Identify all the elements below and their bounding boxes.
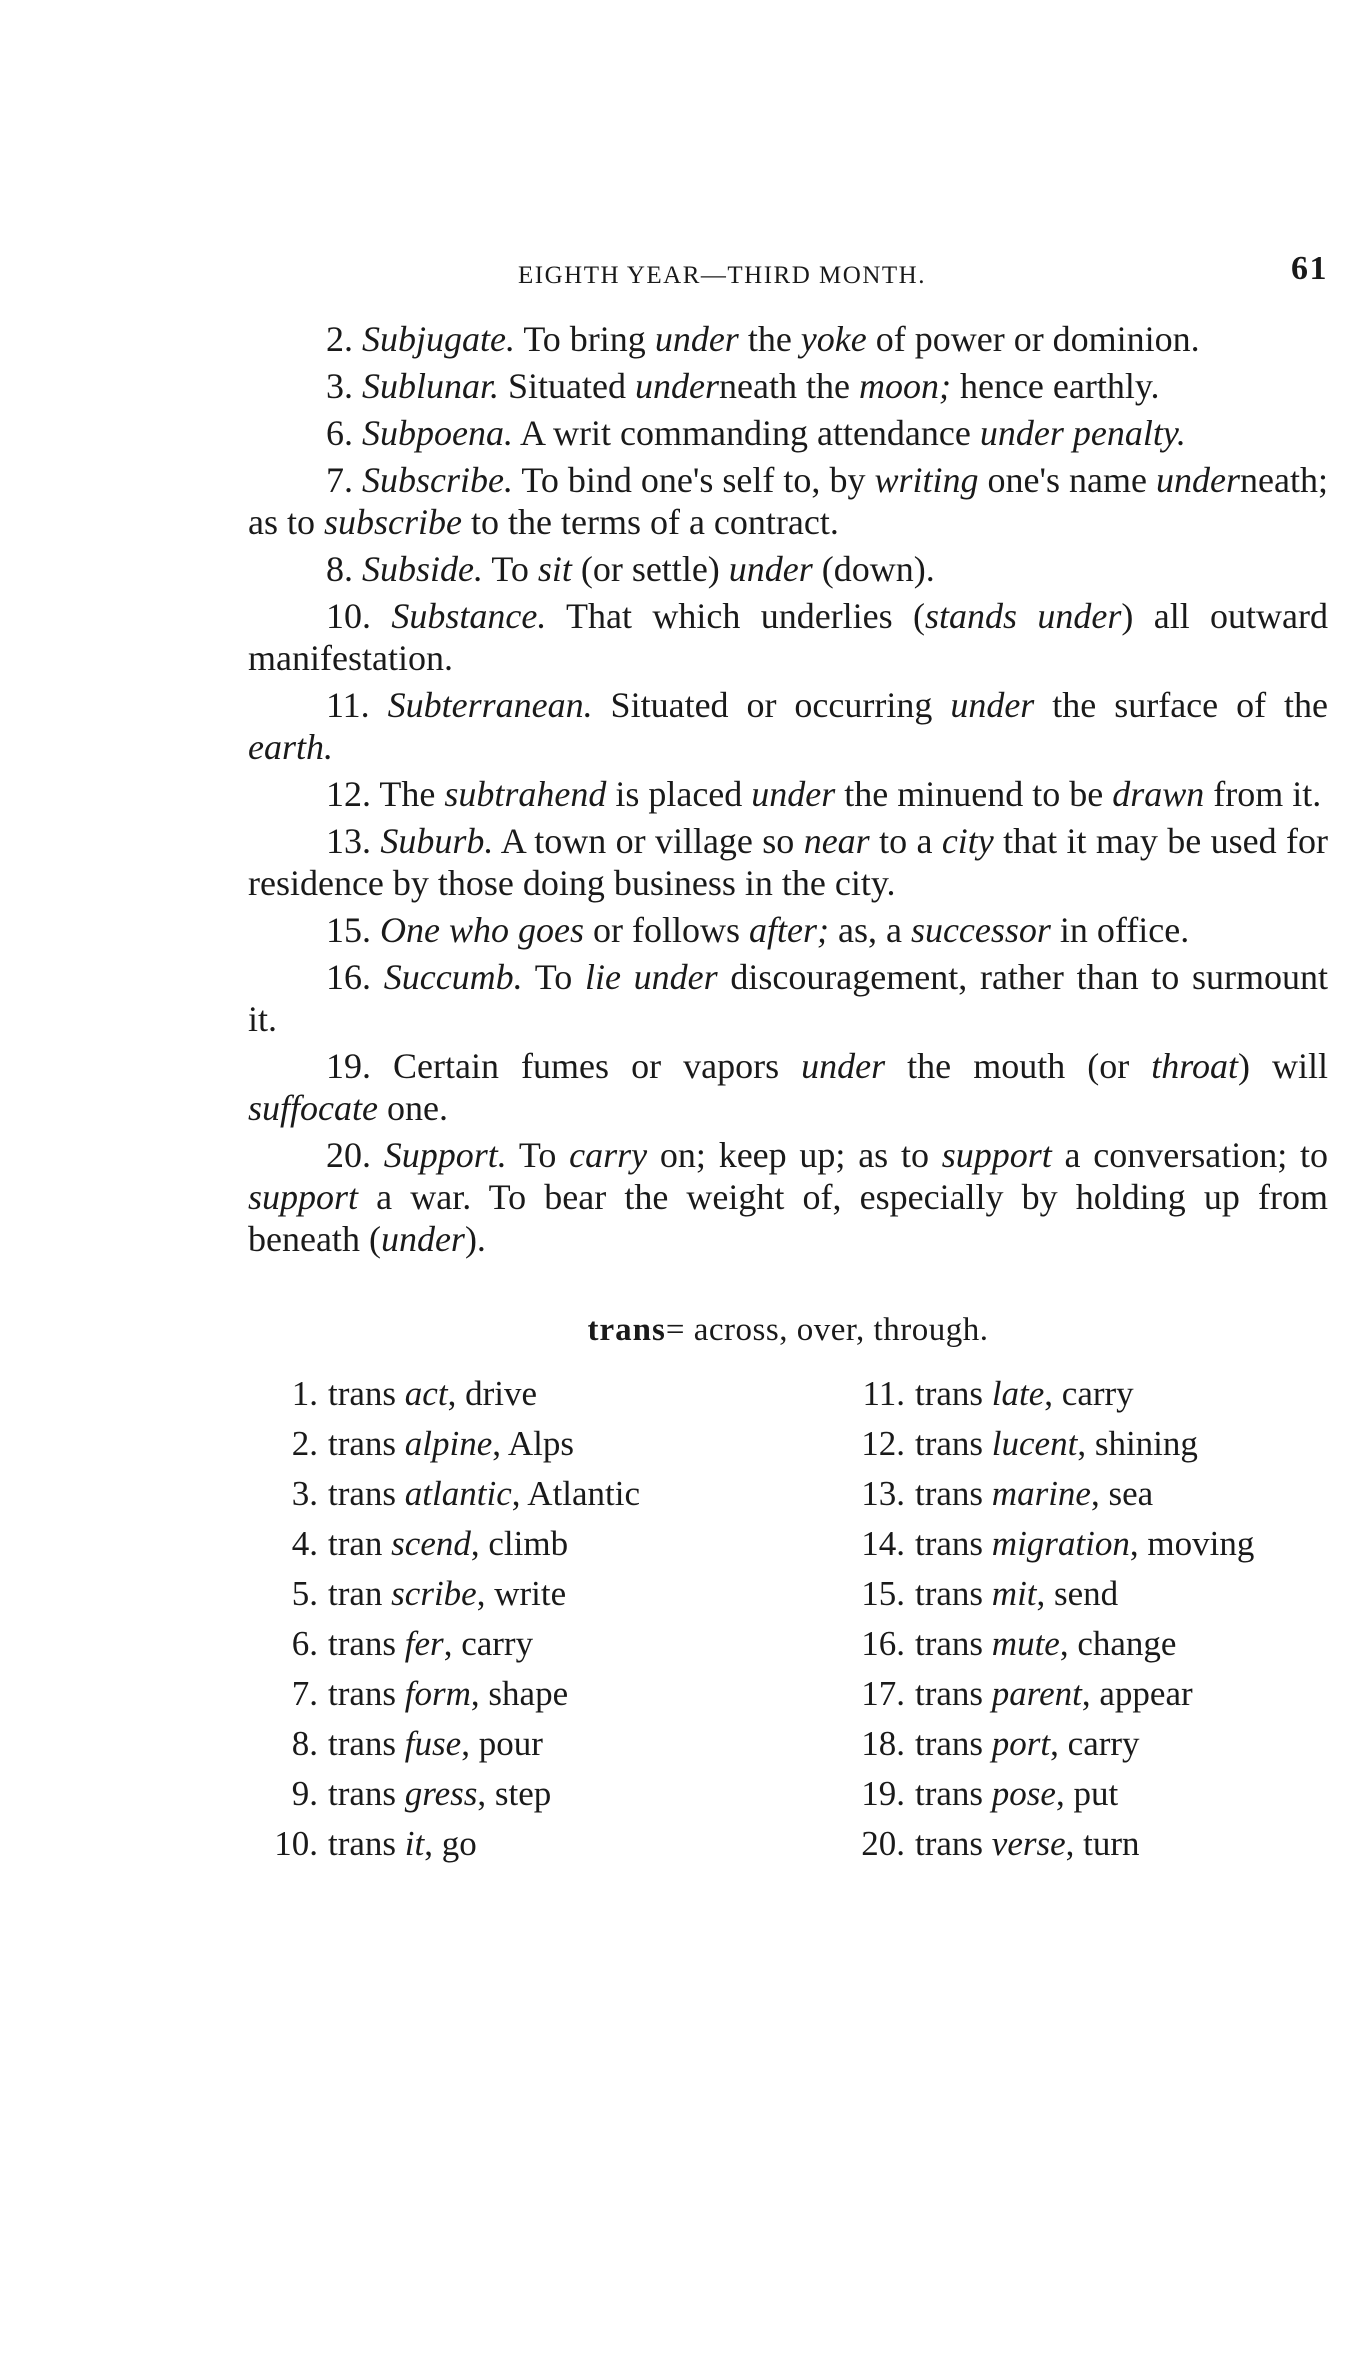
definition-entry bbox=[248, 956, 1328, 1040]
word-list-item bbox=[841, 1519, 1254, 1569]
entry-emphasis: subtrahend bbox=[444, 774, 607, 814]
entry-text: (down). bbox=[812, 549, 935, 589]
item-stem: form bbox=[404, 1674, 471, 1713]
entry-emphasis: under bbox=[635, 366, 720, 406]
item-prefix: trans bbox=[915, 1374, 992, 1413]
item-stem: marine bbox=[991, 1474, 1091, 1513]
item-number: 2. bbox=[291, 1424, 318, 1463]
item-number: 4. bbox=[291, 1524, 318, 1563]
entry-text: as, a bbox=[828, 910, 911, 950]
item-stem: atlantic bbox=[404, 1474, 512, 1513]
item-prefix: trans bbox=[328, 1474, 405, 1513]
item-prefix: trans bbox=[328, 1374, 405, 1413]
entry-term: Subjugate. bbox=[362, 319, 515, 359]
item-number: 9. bbox=[291, 1774, 318, 1813]
word-list-item bbox=[841, 1669, 1254, 1719]
entry-emphasis: stands under bbox=[925, 596, 1122, 636]
entry-term: Substance. bbox=[391, 596, 547, 636]
item-number: 20. bbox=[861, 1824, 905, 1863]
entry-emphasis: under bbox=[801, 1046, 886, 1086]
item-gloss: , carry bbox=[1050, 1724, 1140, 1763]
item-stem: fuse bbox=[404, 1724, 462, 1763]
definition-entry bbox=[248, 318, 1328, 360]
item-gloss: , drive bbox=[447, 1374, 537, 1413]
definition-entry bbox=[248, 595, 1328, 679]
entry-text: ) all outward manifestation. bbox=[248, 596, 1329, 678]
section-heading bbox=[248, 1312, 1328, 1349]
definition-entry bbox=[248, 459, 1328, 543]
entry-text: on; keep up; as to bbox=[647, 1135, 942, 1175]
item-number: 11. bbox=[862, 1374, 905, 1413]
definition-entry bbox=[248, 684, 1328, 768]
entry-emphasis: under bbox=[950, 685, 1035, 725]
entry-number: 3. bbox=[326, 366, 353, 406]
item-gloss: , pour bbox=[461, 1724, 543, 1763]
item-number: 7. bbox=[291, 1674, 318, 1713]
word-list-item bbox=[841, 1419, 1254, 1469]
entry-text: To bbox=[522, 957, 585, 997]
word-list-item bbox=[841, 1769, 1254, 1819]
entry-text: Certain fumes or vapors bbox=[393, 1046, 802, 1086]
item-number: 13. bbox=[861, 1474, 905, 1513]
item-gloss: , sea bbox=[1090, 1474, 1154, 1513]
item-stem: mute bbox=[991, 1624, 1060, 1663]
definition-list bbox=[248, 318, 1328, 1260]
word-list-item bbox=[254, 1519, 640, 1569]
item-prefix: trans bbox=[915, 1624, 992, 1663]
word-list-item bbox=[254, 1469, 640, 1519]
item-gloss: , Atlantic bbox=[511, 1474, 641, 1513]
item-gloss: , turn bbox=[1065, 1824, 1140, 1863]
word-list-item bbox=[841, 1619, 1254, 1669]
entry-text: That which underlies ( bbox=[546, 596, 925, 636]
item-gloss: , Alps bbox=[492, 1424, 574, 1463]
entry-emphasis: near bbox=[803, 821, 870, 861]
entry-text: The bbox=[379, 774, 445, 814]
word-list-item bbox=[254, 1819, 640, 1869]
entry-text: Situated or occurring bbox=[592, 685, 951, 725]
entry-emphasis: under bbox=[654, 319, 739, 359]
entry-text: the minuend to be bbox=[835, 774, 1113, 814]
entry-emphasis: subscribe bbox=[324, 502, 462, 542]
item-prefix: trans bbox=[328, 1624, 405, 1663]
item-number: 19. bbox=[861, 1774, 905, 1813]
item-stem: lucent bbox=[991, 1424, 1078, 1463]
entry-text: one. bbox=[377, 1088, 448, 1128]
item-prefix: tran bbox=[328, 1574, 392, 1613]
entry-text: (or settle) bbox=[571, 549, 729, 589]
entry-text: To bind one's self to, by bbox=[513, 460, 875, 500]
item-gloss: , change bbox=[1059, 1624, 1177, 1663]
item-gloss: , climb bbox=[470, 1524, 569, 1563]
item-stem: parent bbox=[991, 1674, 1082, 1713]
definition-entry bbox=[248, 1045, 1328, 1129]
item-gloss: , appear bbox=[1081, 1674, 1193, 1713]
item-gloss: , go bbox=[424, 1824, 477, 1863]
item-stem: gress bbox=[404, 1774, 478, 1813]
entry-term: Support. bbox=[383, 1135, 507, 1175]
item-prefix: trans bbox=[915, 1674, 992, 1713]
entry-text: Situated bbox=[499, 366, 636, 406]
item-number: 14. bbox=[861, 1524, 905, 1563]
entry-number: 15. bbox=[326, 910, 371, 950]
item-gloss: , put bbox=[1055, 1774, 1119, 1813]
page-number: 61 bbox=[1291, 250, 1328, 287]
entry-text: to a bbox=[869, 821, 942, 861]
entry-number: 8. bbox=[326, 549, 353, 589]
entry-text: to the terms of a contract. bbox=[462, 502, 839, 542]
entry-text: ) will bbox=[1237, 1046, 1329, 1086]
entry-emphasis: under bbox=[380, 1219, 465, 1259]
item-prefix: trans bbox=[328, 1774, 405, 1813]
entry-emphasis: after; bbox=[748, 910, 829, 950]
item-prefix: trans bbox=[915, 1824, 992, 1863]
book-page bbox=[248, 250, 1328, 1889]
item-stem: port bbox=[991, 1724, 1051, 1763]
entry-emphasis: earth. bbox=[248, 727, 333, 767]
item-prefix: trans bbox=[915, 1724, 992, 1763]
word-list-item bbox=[254, 1419, 640, 1469]
word-list-item bbox=[841, 1469, 1254, 1519]
word-list-left-column bbox=[254, 1369, 640, 1869]
item-prefix: trans bbox=[915, 1424, 992, 1463]
word-list-item bbox=[841, 1369, 1254, 1419]
entry-emphasis: city bbox=[941, 821, 994, 861]
entry-text: To bbox=[483, 549, 538, 589]
entry-emphasis: sit bbox=[537, 549, 572, 589]
item-number: 1. bbox=[291, 1374, 318, 1413]
entry-emphasis: One who goes bbox=[380, 910, 584, 950]
entry-text: A town or village so bbox=[493, 821, 804, 861]
entry-number: 2. bbox=[326, 319, 353, 359]
entry-number: 20. bbox=[326, 1135, 371, 1175]
item-stem: scribe bbox=[391, 1574, 477, 1613]
item-stem: migration bbox=[991, 1524, 1130, 1563]
entry-emphasis: yoke bbox=[800, 319, 867, 359]
item-gloss: , step bbox=[477, 1774, 552, 1813]
entry-text: a conversation; to bbox=[1051, 1135, 1329, 1175]
word-list-item bbox=[254, 1369, 640, 1419]
entry-emphasis: under penalty. bbox=[979, 413, 1186, 453]
item-stem: pose bbox=[991, 1774, 1056, 1813]
word-list-item bbox=[254, 1719, 640, 1769]
entry-emphasis: support bbox=[248, 1177, 359, 1217]
entry-term: Sublunar. bbox=[362, 366, 500, 406]
entry-text: neath; as to bbox=[248, 460, 1328, 542]
word-list-item bbox=[254, 1619, 640, 1669]
entry-emphasis: throat bbox=[1151, 1046, 1238, 1086]
entry-text: neath the bbox=[719, 366, 859, 406]
item-gloss: , shining bbox=[1077, 1424, 1198, 1463]
item-stem: it bbox=[404, 1824, 425, 1863]
item-prefix: trans bbox=[915, 1524, 992, 1563]
entry-number: 11. bbox=[326, 685, 370, 725]
definition-entry bbox=[248, 773, 1328, 815]
item-stem: act bbox=[404, 1374, 448, 1413]
entry-emphasis: successor bbox=[910, 910, 1051, 950]
entry-text: ). bbox=[464, 1219, 486, 1259]
word-list-item bbox=[254, 1769, 640, 1819]
item-stem: scend bbox=[391, 1524, 471, 1563]
entry-emphasis: under bbox=[1156, 460, 1241, 500]
item-number: 8. bbox=[291, 1724, 318, 1763]
word-list-item bbox=[254, 1569, 640, 1619]
item-stem: alpine bbox=[404, 1424, 493, 1463]
word-list-item bbox=[254, 1669, 640, 1719]
item-number: 18. bbox=[861, 1724, 905, 1763]
item-prefix: trans bbox=[915, 1774, 992, 1813]
entry-term: Subscribe. bbox=[362, 460, 514, 500]
entry-number: 6. bbox=[326, 413, 353, 453]
entry-emphasis: carry bbox=[569, 1135, 648, 1175]
entry-text: the bbox=[738, 319, 801, 359]
entry-term: Subpoena. bbox=[362, 413, 513, 453]
item-prefix: trans bbox=[328, 1724, 405, 1763]
entry-number: 7. bbox=[326, 460, 353, 500]
entry-text: in office. bbox=[1050, 910, 1190, 950]
entry-text: or follows bbox=[583, 910, 749, 950]
item-stem: mit bbox=[991, 1574, 1037, 1613]
entry-number: 16. bbox=[326, 957, 371, 997]
item-gloss: , carry bbox=[1044, 1374, 1134, 1413]
entry-text: is placed bbox=[606, 774, 752, 814]
entry-term: Subterranean. bbox=[387, 685, 593, 725]
entry-text: that it may be used for residence by those doing business in the city. bbox=[248, 821, 1328, 903]
entry-emphasis: under bbox=[751, 774, 836, 814]
entry-number: 19. bbox=[326, 1046, 371, 1086]
item-number: 6. bbox=[291, 1624, 318, 1663]
entry-text: discouragement, rather than to surmount it. bbox=[248, 957, 1329, 1039]
entry-text: To bbox=[506, 1135, 570, 1175]
item-gloss: , carry bbox=[443, 1624, 534, 1663]
word-list-item bbox=[841, 1569, 1254, 1619]
entry-text: A writ commanding attendance bbox=[512, 413, 980, 453]
entry-emphasis: drawn bbox=[1112, 774, 1205, 814]
definition-entry bbox=[248, 365, 1328, 407]
item-number: 3. bbox=[291, 1474, 318, 1513]
item-prefix: trans bbox=[915, 1574, 992, 1613]
entry-text: one's name bbox=[978, 460, 1157, 500]
definition-entry bbox=[248, 1134, 1328, 1260]
entry-term: Subside. bbox=[362, 549, 483, 589]
entry-emphasis: support bbox=[941, 1135, 1052, 1175]
entry-emphasis: writing bbox=[874, 460, 979, 500]
item-number: 10. bbox=[274, 1824, 318, 1863]
entry-text: a war. To bear the weight of, especially by holding up from beneath ( bbox=[248, 1177, 1328, 1259]
definition-entry bbox=[248, 820, 1328, 904]
item-number: 15. bbox=[861, 1574, 905, 1613]
entry-text: the surface of the bbox=[1034, 685, 1328, 725]
root-word: trans bbox=[587, 1312, 666, 1348]
entry-text: hence earthly. bbox=[950, 366, 1160, 406]
definition-entry bbox=[248, 548, 1328, 590]
item-prefix: tran bbox=[328, 1524, 392, 1563]
word-list-item bbox=[841, 1819, 1254, 1869]
word-list bbox=[248, 1369, 1328, 1889]
entry-number: 13. bbox=[326, 821, 371, 861]
entry-text: of power or dominion. bbox=[866, 319, 1200, 359]
entry-emphasis: suffocate bbox=[248, 1088, 378, 1128]
entry-text: the mouth (or bbox=[885, 1046, 1152, 1086]
word-list-right-column bbox=[841, 1369, 1254, 1869]
running-head bbox=[248, 250, 1328, 300]
word-list-item bbox=[841, 1719, 1254, 1769]
entry-emphasis: lie under bbox=[584, 957, 718, 997]
item-number: 16. bbox=[861, 1624, 905, 1663]
definition-entry bbox=[248, 909, 1328, 951]
item-gloss: , shape bbox=[470, 1674, 569, 1713]
item-gloss: , send bbox=[1036, 1574, 1119, 1613]
entry-emphasis: moon; bbox=[858, 366, 951, 406]
entry-term: Succumb. bbox=[383, 957, 523, 997]
entry-text: To bring bbox=[514, 319, 655, 359]
entry-number: 12. bbox=[326, 774, 371, 814]
running-title: EIGHTH YEAR—THIRD MONTH. bbox=[518, 262, 926, 289]
item-prefix: trans bbox=[328, 1424, 405, 1463]
item-prefix: trans bbox=[328, 1824, 405, 1863]
item-stem: fer bbox=[404, 1624, 444, 1663]
item-stem: late bbox=[991, 1374, 1045, 1413]
root-meaning: = across, over, through. bbox=[665, 1312, 989, 1348]
item-prefix: trans bbox=[915, 1474, 992, 1513]
item-prefix: trans bbox=[328, 1674, 405, 1713]
item-gloss: , moving bbox=[1129, 1524, 1255, 1563]
item-number: 17. bbox=[861, 1674, 905, 1713]
item-number: 5. bbox=[291, 1574, 318, 1613]
entry-term: Suburb. bbox=[380, 821, 494, 861]
item-stem: verse bbox=[991, 1824, 1066, 1863]
item-number: 12. bbox=[861, 1424, 905, 1463]
entry-text: from it. bbox=[1204, 774, 1322, 814]
item-gloss: , write bbox=[476, 1574, 567, 1613]
entry-emphasis: under bbox=[728, 549, 813, 589]
definition-entry bbox=[248, 412, 1328, 454]
entry-number: 10. bbox=[326, 596, 371, 636]
